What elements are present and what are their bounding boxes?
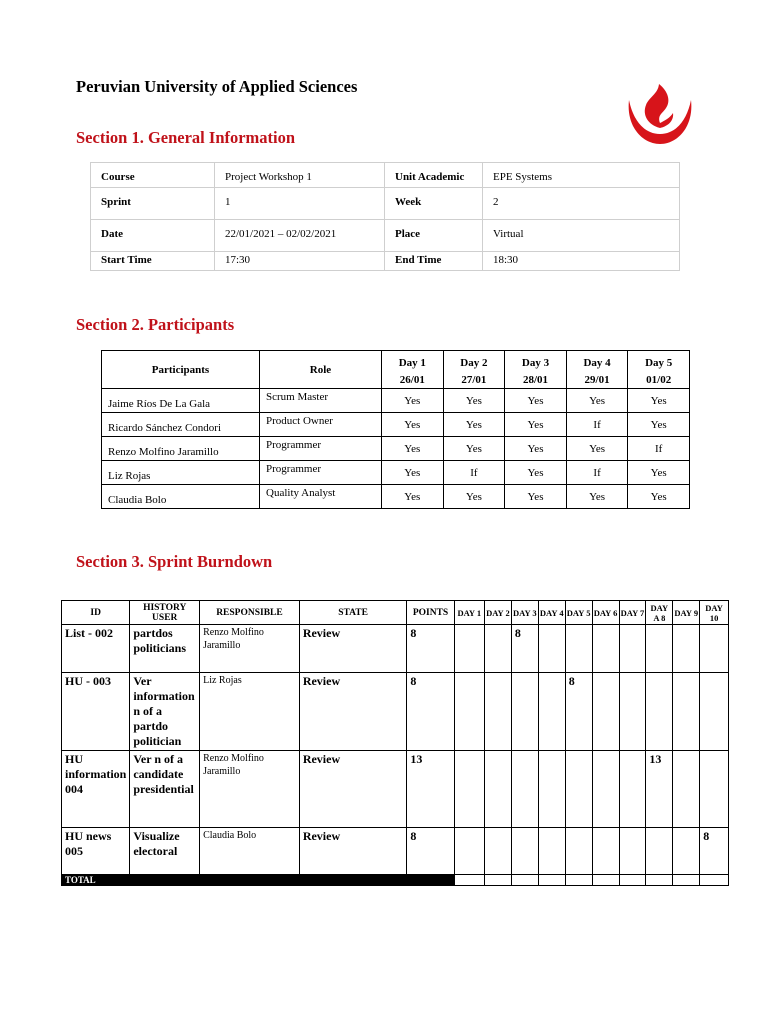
total-day-cell bbox=[565, 875, 592, 886]
participant-row bbox=[102, 437, 690, 461]
story-points: 8 bbox=[407, 673, 454, 751]
day-header: Day 3 bbox=[505, 351, 567, 372]
points-header: POINTS bbox=[407, 601, 454, 625]
story-points: 8 bbox=[407, 828, 454, 875]
role-header: Role bbox=[260, 351, 382, 389]
story-name: Ver n of a candidate presidential bbox=[130, 751, 200, 828]
day-header: DAY 9 bbox=[673, 601, 700, 625]
participant-name: Claudia Bolo bbox=[102, 485, 260, 509]
participant-role: Scrum Master bbox=[260, 389, 382, 413]
day-value bbox=[511, 751, 538, 828]
day-header: DAY 3 bbox=[511, 601, 538, 625]
user-story-row bbox=[62, 673, 729, 751]
day-value bbox=[673, 751, 700, 828]
attendance-cell: Yes bbox=[566, 389, 628, 413]
story-state: Review bbox=[299, 751, 407, 828]
attendance-cell: Yes bbox=[566, 485, 628, 509]
day-value bbox=[673, 625, 700, 673]
attendance-cell: Yes bbox=[628, 461, 690, 485]
participant-row bbox=[102, 413, 690, 437]
story-id: List - 002 bbox=[62, 625, 130, 673]
total-day-cell bbox=[511, 875, 538, 886]
info-label: Place bbox=[385, 220, 483, 252]
day-value bbox=[511, 828, 538, 875]
info-value: 17:30 bbox=[215, 252, 385, 271]
attendance-cell: Yes bbox=[628, 389, 690, 413]
info-value: Project Workshop 1 bbox=[215, 163, 385, 188]
day-header: DAY 6 bbox=[592, 601, 619, 625]
total-row bbox=[62, 875, 729, 886]
story-responsible: Renzo Molfino Jaramillo bbox=[200, 751, 300, 828]
day-value: 8 bbox=[511, 625, 538, 673]
day-date: 01/02 bbox=[628, 371, 690, 389]
info-value: 1 bbox=[215, 188, 385, 220]
total-day-cell bbox=[646, 875, 673, 886]
day-value bbox=[538, 673, 565, 751]
info-value: Virtual bbox=[483, 220, 680, 252]
info-label: Date bbox=[91, 220, 215, 252]
attendance-cell: If bbox=[566, 413, 628, 437]
story-id: HU - 003 bbox=[62, 673, 130, 751]
participant-name: Renzo Molfino Jaramillo bbox=[102, 437, 260, 461]
day-value bbox=[484, 673, 511, 751]
story-points: 8 bbox=[407, 625, 454, 673]
total-day-cell bbox=[619, 875, 646, 886]
upc-flame-logo-icon bbox=[624, 78, 696, 148]
participant-role: Programmer bbox=[260, 461, 382, 485]
day-header: DAY 10 bbox=[700, 601, 729, 625]
participant-row bbox=[102, 389, 690, 413]
total-label: TOTAL bbox=[62, 875, 455, 886]
day-header: Day 4 bbox=[566, 351, 628, 372]
state-header: STATE bbox=[299, 601, 407, 625]
info-value: 18:30 bbox=[483, 252, 680, 271]
id-header: ID bbox=[62, 601, 130, 625]
responsible-header: RESPONSIBLE bbox=[200, 601, 300, 625]
info-label: Sprint bbox=[91, 188, 215, 220]
day-value bbox=[619, 828, 646, 875]
attendance-cell: Yes bbox=[382, 413, 444, 437]
total-day-cell bbox=[454, 875, 484, 886]
section-3-title: Section 3. Sprint Burndown bbox=[76, 552, 273, 571]
day-value bbox=[619, 751, 646, 828]
info-value: 2 bbox=[483, 188, 680, 220]
day-value bbox=[484, 625, 511, 673]
day-value bbox=[454, 751, 484, 828]
total-day-cell bbox=[592, 875, 619, 886]
attendance-cell: If bbox=[443, 461, 505, 485]
day-value bbox=[592, 751, 619, 828]
story-state: Review bbox=[299, 673, 407, 751]
story-name: Visualize electoral bbox=[130, 828, 200, 875]
day-value bbox=[700, 673, 729, 751]
day-date: 27/01 bbox=[443, 371, 505, 389]
attendance-cell: Yes bbox=[382, 461, 444, 485]
day-value bbox=[646, 673, 673, 751]
story-state: Review bbox=[299, 828, 407, 875]
day-date: 28/01 bbox=[505, 371, 567, 389]
day-value bbox=[484, 828, 511, 875]
day-header: DAY 1 bbox=[454, 601, 484, 625]
participant-row bbox=[102, 485, 690, 509]
info-label: Unit Academic bbox=[385, 163, 483, 188]
info-label: Start Time bbox=[91, 252, 215, 271]
day-header: Day 1 bbox=[382, 351, 444, 372]
story-points: 13 bbox=[407, 751, 454, 828]
info-row bbox=[91, 220, 680, 252]
day-value bbox=[592, 625, 619, 673]
day-value bbox=[484, 751, 511, 828]
attendance-cell: Yes bbox=[505, 389, 567, 413]
total-day-cell bbox=[673, 875, 700, 886]
day-header: DAY 4 bbox=[538, 601, 565, 625]
day-value bbox=[565, 625, 592, 673]
section-1-title: Section 1. General Information bbox=[76, 128, 296, 147]
day-value bbox=[565, 751, 592, 828]
attendance-cell: Yes bbox=[382, 389, 444, 413]
participant-row bbox=[102, 461, 690, 485]
day-value bbox=[592, 828, 619, 875]
day-value: 8 bbox=[565, 673, 592, 751]
sprint-burndown-table bbox=[61, 600, 729, 886]
attendance-cell: Yes bbox=[443, 485, 505, 509]
total-day-cell bbox=[700, 875, 729, 886]
story-state: Review bbox=[299, 625, 407, 673]
day-value bbox=[673, 828, 700, 875]
day-value bbox=[538, 625, 565, 673]
story-id: HU news 005 bbox=[62, 828, 130, 875]
attendance-cell: Yes bbox=[505, 485, 567, 509]
day-value bbox=[454, 673, 484, 751]
story-responsible: Claudia Bolo bbox=[200, 828, 300, 875]
attendance-cell: Yes bbox=[505, 461, 567, 485]
participant-role: Programmer bbox=[260, 437, 382, 461]
total-day-cell bbox=[538, 875, 565, 886]
info-row bbox=[91, 188, 680, 220]
user-story-row bbox=[62, 828, 729, 875]
day-date: 26/01 bbox=[382, 371, 444, 389]
participant-name: Jaime Ríos De La Gala bbox=[102, 389, 260, 413]
participant-name: Ricardo Sánchez Condori bbox=[102, 413, 260, 437]
participant-role: Product Owner bbox=[260, 413, 382, 437]
info-row bbox=[91, 163, 680, 188]
day-value: 13 bbox=[646, 751, 673, 828]
attendance-cell: If bbox=[566, 461, 628, 485]
participants-table bbox=[101, 350, 690, 509]
attendance-cell: Yes bbox=[443, 389, 505, 413]
day-value bbox=[700, 625, 729, 673]
story-responsible: Renzo Molfino Jaramillo bbox=[200, 625, 300, 673]
info-label: Week bbox=[385, 188, 483, 220]
attendance-cell: Yes bbox=[443, 437, 505, 461]
story-id: HU information 004 bbox=[62, 751, 130, 828]
story-name: Ver information n of a partdo politician bbox=[130, 673, 200, 751]
day-header: DAY 7 bbox=[619, 601, 646, 625]
day-value bbox=[619, 625, 646, 673]
participant-name: Liz Rojas bbox=[102, 461, 260, 485]
day-value bbox=[538, 751, 565, 828]
attendance-cell: Yes bbox=[566, 437, 628, 461]
day-value bbox=[700, 751, 729, 828]
day-header: Day 5 bbox=[628, 351, 690, 372]
attendance-cell: Yes bbox=[505, 437, 567, 461]
day-value: 8 bbox=[700, 828, 729, 875]
info-value: 22/01/2021 – 02/02/2021 bbox=[215, 220, 385, 252]
day-value bbox=[673, 673, 700, 751]
history-user-header: HISTORY USER bbox=[130, 601, 200, 625]
day-value bbox=[511, 673, 538, 751]
day-header: DAY 5 bbox=[565, 601, 592, 625]
info-label: End Time bbox=[385, 252, 483, 271]
info-label: Course bbox=[91, 163, 215, 188]
day-header: DAY 2 bbox=[484, 601, 511, 625]
info-row bbox=[91, 252, 680, 271]
total-day-cell bbox=[484, 875, 511, 886]
day-value bbox=[454, 828, 484, 875]
day-date: 29/01 bbox=[566, 371, 628, 389]
day-value bbox=[454, 625, 484, 673]
day-value bbox=[592, 673, 619, 751]
user-story-row bbox=[62, 751, 729, 828]
attendance-cell: Yes bbox=[628, 413, 690, 437]
attendance-cell: Yes bbox=[505, 413, 567, 437]
day-value bbox=[619, 673, 646, 751]
participants-header: Participants bbox=[102, 351, 260, 389]
day-value bbox=[538, 828, 565, 875]
attendance-cell: Yes bbox=[382, 437, 444, 461]
day-value bbox=[565, 828, 592, 875]
university-title: Peruvian University of Applied Sciences bbox=[76, 77, 358, 96]
story-name: partdos politicians bbox=[130, 625, 200, 673]
general-information-table bbox=[90, 162, 680, 271]
day-value bbox=[646, 625, 673, 673]
attendance-cell: Yes bbox=[382, 485, 444, 509]
attendance-cell: Yes bbox=[443, 413, 505, 437]
user-story-row bbox=[62, 625, 729, 673]
attendance-cell: If bbox=[628, 437, 690, 461]
story-responsible: Liz Rojas bbox=[200, 673, 300, 751]
day-header: DAY A 8 bbox=[646, 601, 673, 625]
day-value bbox=[646, 828, 673, 875]
day-header: Day 2 bbox=[443, 351, 505, 372]
attendance-cell: Yes bbox=[628, 485, 690, 509]
section-2-title: Section 2. Participants bbox=[76, 315, 235, 334]
info-value: EPE Systems bbox=[483, 163, 680, 188]
participant-role: Quality Analyst bbox=[260, 485, 382, 509]
